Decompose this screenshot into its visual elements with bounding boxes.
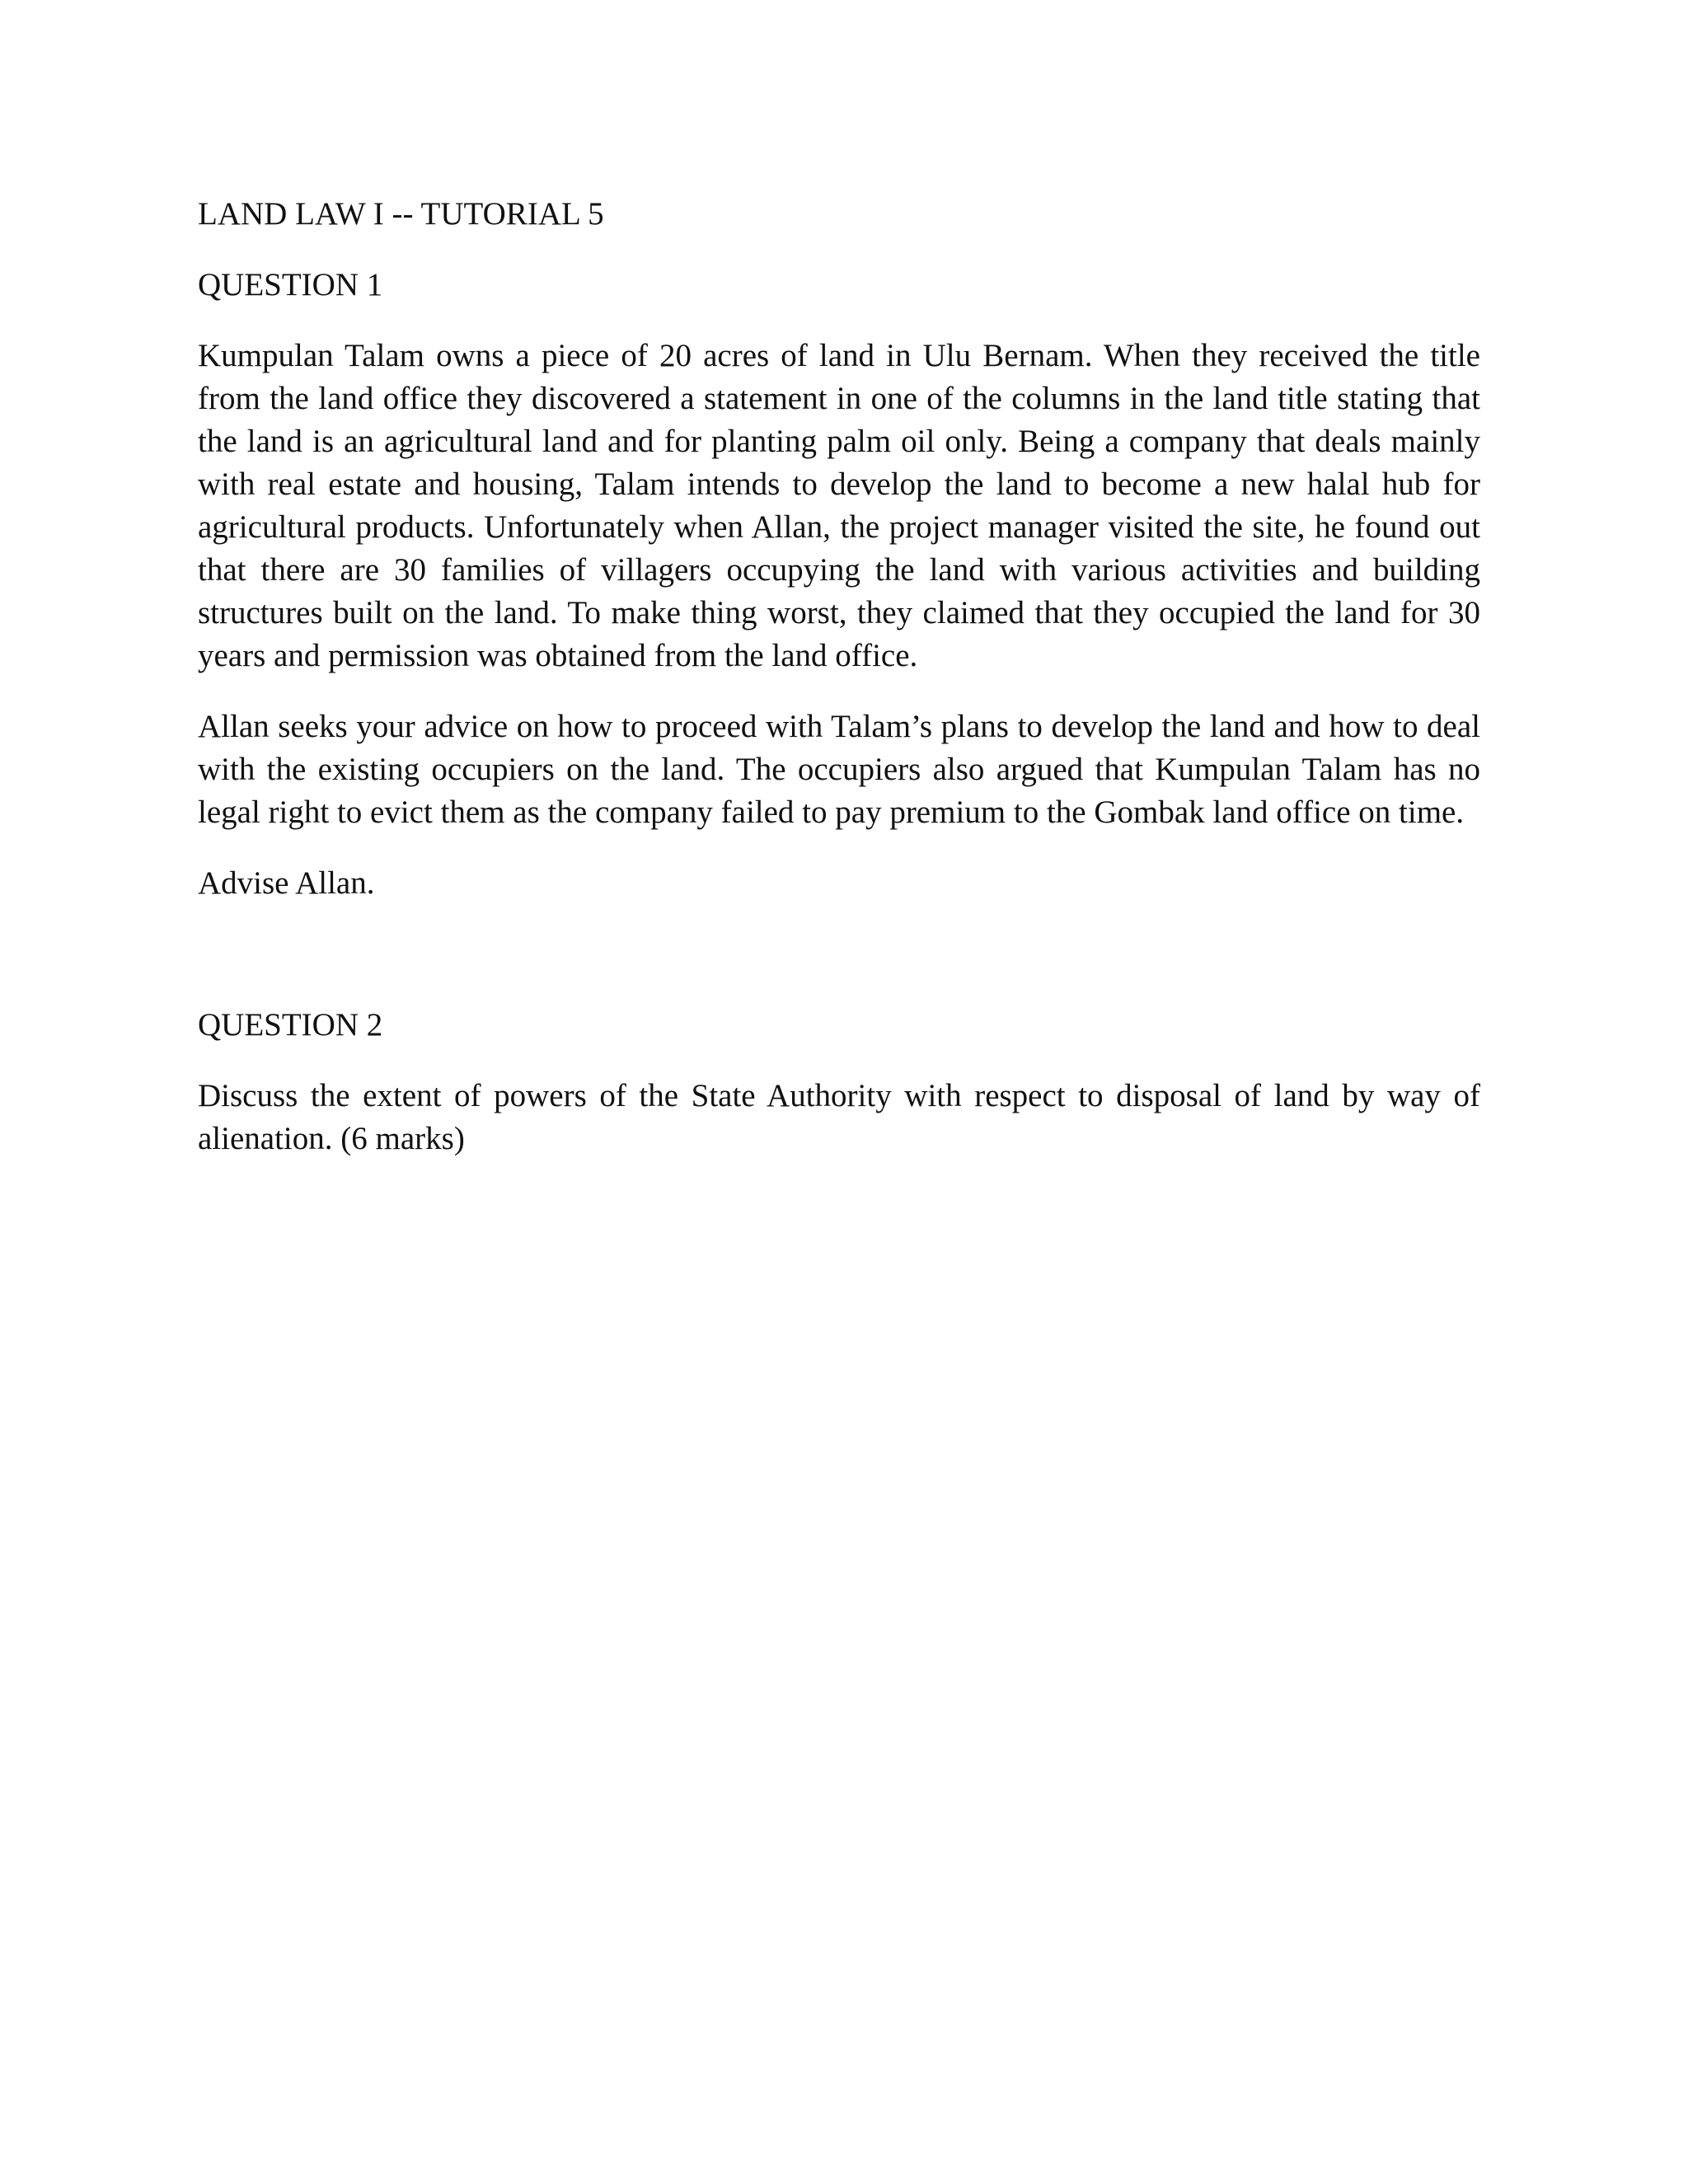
question-2-heading: QUESTION 2 [198, 1007, 383, 1043]
question-1-heading: QUESTION 1 [198, 267, 383, 302]
question-1-paragraph-2: Allan seeks your advice on how to proceed with Talam’s plans to develop the land and how to deal with the existing occupiers on the land. The occupiers also argued that Kumpulan Talam has no legal right to evict them as the company failed to pay premium to the Gombak land office on time. [198, 709, 1480, 830]
document-title: LAND LAW I -- TUTORIAL 5 [198, 196, 604, 232]
question-1-instruction: Advise Allan. [198, 865, 375, 901]
question-2-paragraph: Discuss the extent of powers of the State Authority with respect to disposal of land by way of alienation. (6 marks) [198, 1078, 1480, 1156]
question-1-paragraph-1: Kumpulan Talam owns a piece of 20 acres of land in Ulu Bernam. When they received the title from the land office they discovered a statement in one of the columns in the land title stating that the land is an agricultural land and for planting palm oil only. Being a company that deals mainly with real estate and housing, Talam intends to develop the land to become a new halal hub for agricultural products. Unfortunately when Allan, the project manager visited the site, he found out that there are 30 families of villagers occupying the land with various activities and building structures built on the land. To make thing worst, they claimed that they occupied the land for 30 years and permission was obtained from the land office. [198, 338, 1480, 673]
document-body [198, 193, 1480, 1160]
